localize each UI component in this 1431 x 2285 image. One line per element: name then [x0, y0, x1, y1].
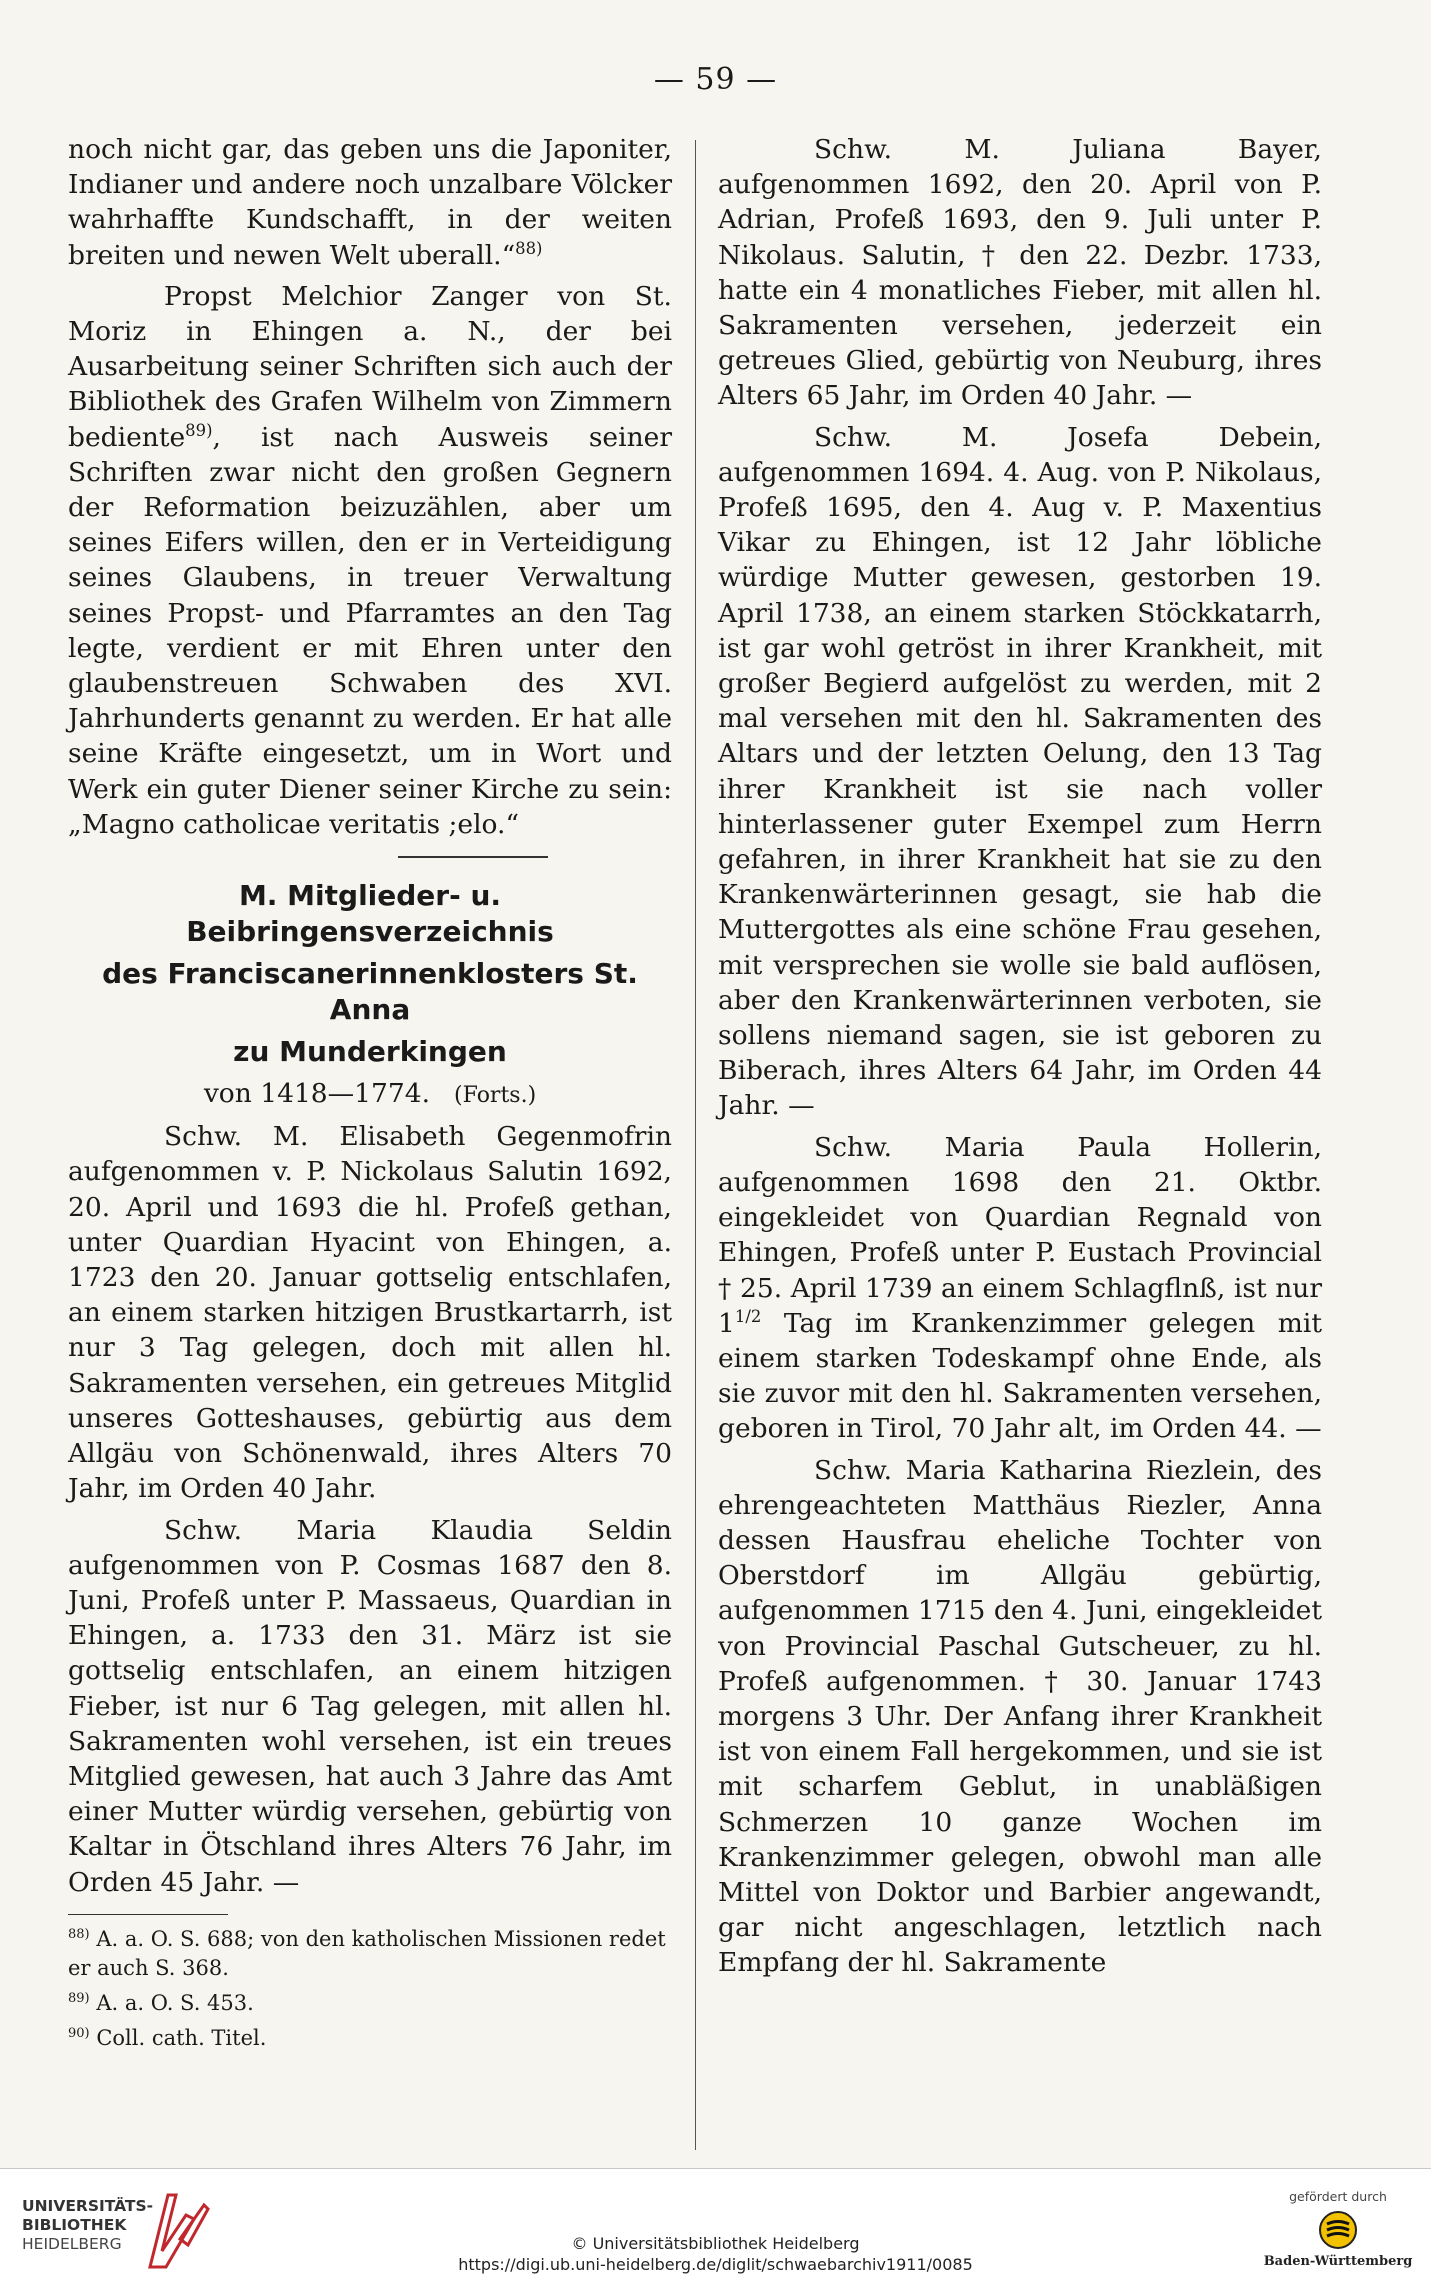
- register-entry: [718, 1130, 1322, 1447]
- funder-logo[interactable]: [1258, 2189, 1418, 2281]
- entry-text: Tag im Krankenzimmer gelegen mit einem starken Todeskampf ohne Ende, als sie zuvor mit den hl. Sakramenten versehen, geboren in Tirol, 70 Jahr alt, im Orden 44. —: [718, 1307, 1322, 1445]
- funded-by-label: gefördert durch: [1289, 2189, 1387, 2204]
- left-column: [68, 132, 672, 2059]
- entry-text: Schw. Maria Paula Hollerin, aufgenommen 1698 den 21. Oktbr. eingekleidet von Quardian Regnald von Ehingen, Profeß unter P. Eustach Provincial † 25. April 1739 an einem Schlagflnß, ist nur 1: [718, 1131, 1322, 1339]
- register-entry: Schw. M. Josefa Debein, aufgenommen 1694. 4. Aug. von P. Nikolaus, Profeß 1695, den 4. Aug v. P. Maxentius Vikar zu Ehingen, ist 12 Jahr löbliche würdige Mutter gewesen, gestorben 19. April 1738, an einem starken Stöckkatarrh, ist gar wohl getröst in ihrer Krankheit, mit großer Begierd aufgelöst zu werden, mit 2 mal versehen mit den hl. Sakramenten des Altars und der letzten Oelung, den 13 Tag ihrer Krankheit ist sie nach voller hinterlassener guter Exempel zum Herrn gefahren, in ihrer Krankheit hat sie zu den Krankenwärterinnen gesagt, sie hab die Muttergottes als eine schöne Frau gesehen, mit versprechen sie wolle sie bald auflösen, aber den Krankenwärterinnen verboten, sie sollens niemand sagen, sie ist geboren zu Biberach, ihres Alters 64 Jahr, im Orden 44 Jahr. —: [718, 421, 1322, 1122]
- footnote-text: Coll. cath. Titel.: [96, 2025, 267, 2050]
- section-heading: M. Mitglieder- u. Beibringensverzeichnis: [186, 879, 554, 949]
- register-entry: Schw. Maria Katharina Riezlein, des ehrengeachteten Matthäus Riezler, Anna dessen Hausfrau eheliche Tochter von Oberstdorf im Allgäu gebürtig, aufgenommen 1715 den 4. Juni, eingekleidet von Provincial Paschal Gutscheuer, zu hl. Profeß aufgenommen. † 30. Januar 1743 morgens 3 Uhr. Der Anfang ihrer Krankheit ist von einem Fall hergekommen, und sie ist mit scharfem Geblut, in unabläßigen Schmerzen 10 ganze Wochen im Krankenzimmer gelegen, obwohl man alle Mittel von Doktor und Barbier angewandt, gar nicht angeschlagen, letztlich nach Empfang der hl. Sakramente: [718, 1454, 1322, 1979]
- footnote-text: A. a. O. S. 453.: [96, 1990, 254, 2015]
- paragraph-text: noch nicht gar, das geben uns die Japoniter, Indianer und andere noch unzalbare Völcker wahrhaffte Kundschafft, in der weiten breiten und newen Welt uberall.“: [68, 134, 672, 271]
- library-name: UNIVERSITÄTS- BIBLIOTHEK HEIDELBERG: [22, 2197, 154, 2253]
- footnote-mark: 89): [68, 1990, 90, 2006]
- footnote-ref[interactable]: 89): [185, 420, 213, 440]
- right-column: [718, 132, 1322, 1987]
- section-years: von 1418—1774.: [203, 1078, 431, 1110]
- paragraph-continuation: [68, 132, 672, 273]
- footnote: [68, 1989, 672, 2018]
- paragraph-text: Propst Melchior Zanger von St. Moriz in Ehingen a. N., der bei Ausarbeitung seiner Schriften sich auch der Bibliothek des Grafen Wilhelm von Zimmern bediente: [68, 280, 672, 453]
- section-subtitle: [68, 1076, 672, 1113]
- paragraph-zanger: [68, 279, 672, 842]
- section-heading: zu Munderkingen: [233, 1035, 507, 1069]
- copyright-text: © Universitätsbibliothek Heidelberg: [571, 2234, 860, 2253]
- register-entry: Schw. M. Elisabeth Gegenmofrin aufgenommen v. P. Nickolaus Salutin 1692, 20. April und 1693 die hl. Profeß gethan, unter Quardian Hyacint von Ehingen, a. 1723 den 20. Januar gottselig entschlafen, an einem starken hitzigen Brustkartarrh, ist nur 3 Tag gelegen, doch mit allen hl. Sakramenten versehen, ein getreues Mitglid unseres Gotteshauses, gebürtig aus dem Allgäu von Schönenwald, ihres Alters 70 Jahr, im Orden 40 Jahr.: [68, 1121, 672, 1505]
- section-heading: des Franciscanerinnenklosters St. Anna: [102, 957, 638, 1027]
- page-number: — 59 —: [653, 62, 778, 97]
- fraction: 1/2: [734, 1306, 762, 1326]
- paragraph-text: , ist nach Ausweis seiner Schriften zwar nicht den großen Gegnern der Reformation beizuzählen, aber um seines Eifers willen, den er in Verteidigung seines Glaubens, in treuer Verwaltung seines Propst- und Pfarramtes an den Tag legte, verdient er mit Ehren unter den glaubenstreuen Schwaben des XVI. Jahrhunderts genannt zu werden. Er hat alle seine Kräfte eingesetzt, um in Wort und Werk ein guter Diener seiner Kirche zu sein: „Magno catholicae veritatis ;elo.“: [68, 421, 672, 840]
- footnote-ref[interactable]: 88): [515, 238, 543, 258]
- footnote-separator: [68, 1914, 228, 1915]
- footer-bar: [0, 2168, 1431, 2285]
- funder-name: Baden-Württemberg: [1263, 2254, 1413, 2269]
- footnote-text: A. a. O. S. 688; von den katholischen Missionen redet er auch S. 368.: [68, 1926, 666, 1980]
- source-url[interactable]: https://digi.ub.uni-heidelberg.de/diglit/schwaebarchiv1911/0085: [458, 2255, 973, 2274]
- footnote: [68, 1925, 672, 1983]
- section-separator: [398, 856, 548, 858]
- continued-note: (Forts.): [454, 1083, 537, 1109]
- footnote-mark: 90): [68, 2025, 90, 2041]
- footnote-mark: 88): [68, 1926, 90, 1942]
- footer-credits: [0, 2233, 1431, 2275]
- register-entry: Schw. M. Juliana Bayer, aufgenommen 1692, den 20. April von P. Adrian, Profeß 1693, den 9. Juli unter P. Nikolaus. Salutin, † den 22. Dezbr. 1733, hatte ein 4 monatliches Fieber, mit allen hl. Sakramenten versehen, jederzeit ein getreues Glied, gebürtig von Neuburg, ihres Alters 65 Jahr, im Orden 40 Jahr. —: [718, 134, 1322, 412]
- register-entry: Schw. Maria Klaudia Seldin aufgenommen von P. Cosmas 1687 den 8. Juni, Profeß unter P. Massaeus, Quardian in Ehingen, a. 1733 den 31. März ist sie gottselig entschlafen, an einem hitzigen Fieber, ist nur 6 Tag gelegen, mit allen hl. Sakramenten wohl versehen, ist ein treues Mitglied gewesen, hat auch 3 Jahre das Amt einer Mutter würdig versehen, gebürtig von Kaltar in Ötschland ihres Alters 76 Jahr, im Orden 45 Jahr. —: [68, 1514, 672, 1898]
- footnote: [68, 2024, 672, 2053]
- state-coat-of-arms-icon: [1318, 2210, 1358, 2250]
- column-divider: [695, 140, 696, 2150]
